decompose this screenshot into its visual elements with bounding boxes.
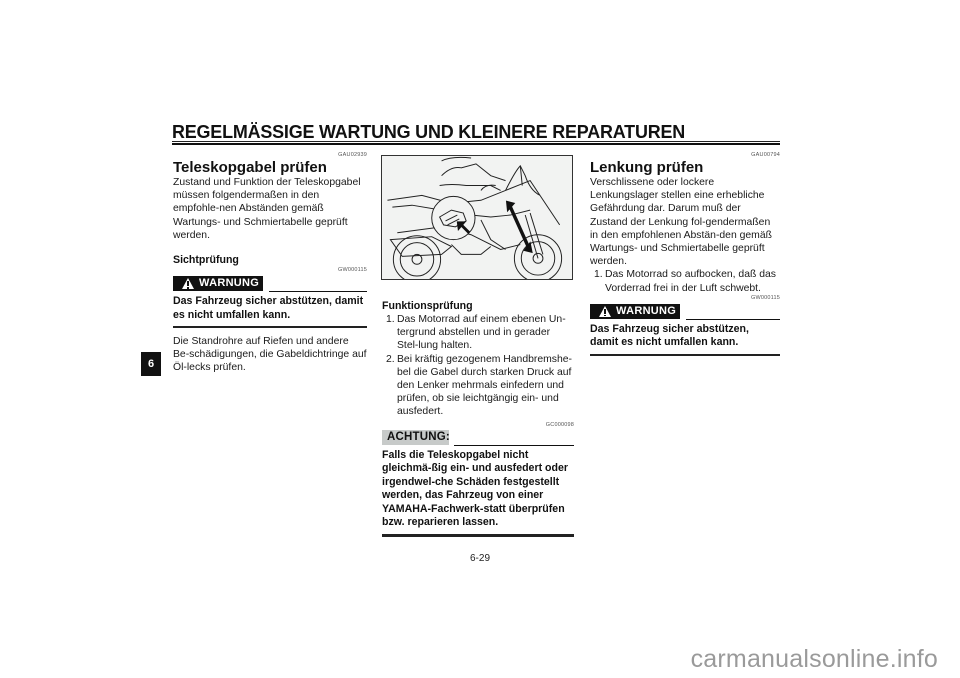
- exclamation-icon: [187, 281, 189, 286]
- list-item: [382, 353, 574, 419]
- title-rule: [172, 141, 780, 145]
- step-list: [590, 268, 780, 294]
- subheading: Sichtprüfung: [173, 254, 239, 267]
- step-number: 1.: [594, 269, 603, 281]
- step-text: Das Motorrad auf einem ebenen Un-tergrund abstellen und in gerader Stel-lung halten.: [397, 314, 566, 352]
- warning-badge: [590, 304, 680, 319]
- subheading: Funktionsprüfung: [382, 300, 473, 312]
- body-text: Die Standrohre auf Riefen und andere Be-schädigungen, die Gabeldichtringe auf Öl-lecks prüfen.: [173, 336, 367, 374]
- list-item: [590, 268, 780, 294]
- chapter-tab: 6: [141, 352, 161, 376]
- warning-code: GW000115: [750, 294, 780, 301]
- step-number: 1.: [386, 314, 395, 325]
- caution-text: Falls die Teleskopgabel nicht gleichmä-ßig ein- und ausfedert oder irgendwel-che Schäden festgestellt werden, das Fahrzeug von einer YAMAHA-Fachwerk-statt überprüfen bzw. reparieren lassen.: [382, 448, 569, 529]
- warning-end-rule: [173, 326, 367, 328]
- section-intro: Verschlissene oder lockere Lenkungslager stellen eine erhebliche Gefährdung dar. Darum muß der Zustand der Lenkung fol-gendermaßen in den empfohlenen Abstän-den gemäß Wartungs- und Schmiertabelle geprüft werden.: [590, 177, 772, 268]
- step-list: [382, 313, 574, 419]
- warning-label: WARNUNG: [199, 277, 260, 290]
- spacer: [173, 242, 367, 254]
- step-number: 2.: [386, 353, 395, 365]
- watermark: carmanualsonline.info: [690, 645, 938, 673]
- warning-header: [173, 276, 367, 292]
- page-number: 6-29: [469, 553, 490, 564]
- caution-rule: [454, 445, 574, 446]
- page-title: REGELMÄSSIGE WARTUNG UND KLEINERE REPARATUREN: [172, 121, 686, 142]
- exclamation-dot: [187, 287, 189, 289]
- section-code: GAU00794: [751, 152, 780, 158]
- step-text: Bei kräftig gezogenem Handbremshe-bel die Gabel durch starken Druck auf den Lenker mehrmals einfedern und prüfen, ob sie leichtgängig ein- und ausfedert.: [397, 353, 573, 418]
- warning-rule: [269, 291, 367, 292]
- caution-header: [382, 430, 574, 446]
- caution-end-rule: [382, 534, 574, 537]
- middle-column: [382, 300, 574, 544]
- warning-end-rule: [590, 354, 780, 356]
- warning-text: Das Fahrzeug sicher abstützen, damit es nicht umfallen kann.: [590, 322, 749, 349]
- motorcycle-illustration: [381, 155, 573, 280]
- warning-badge: [173, 276, 263, 291]
- warning-rule: [686, 319, 780, 320]
- left-column: [173, 152, 367, 375]
- list-item: [382, 313, 574, 353]
- section-heading: Teleskopgabel prüfen: [173, 159, 327, 176]
- step-text: Das Motorrad so aufbocken, daß das Vorderrad frei in der Luft schwebt.: [605, 269, 776, 294]
- section-code: GAU02939: [338, 152, 367, 158]
- warning-label: WARNUNG: [616, 304, 677, 317]
- section-heading: Lenkung prüfen: [590, 159, 704, 176]
- caution-code: GC000098: [545, 421, 574, 428]
- caution-badge: ACHTUNG:: [382, 430, 449, 445]
- motorcycle-drawing-icon: [382, 156, 572, 279]
- warning-text: Das Fahrzeug sicher abstützen, damit es nicht umfallen kann.: [173, 295, 364, 321]
- section-intro: Zustand und Funktion der Teleskopgabel müssen folgendermaßen in den empfohle-nen Abständen gemäß Wartungs- und Schmiertabelle geprüft werden.: [173, 177, 361, 241]
- exclamation-dot: [604, 315, 606, 317]
- warning-header: [590, 304, 780, 320]
- warning-code: GW000115: [337, 267, 367, 274]
- exclamation-icon: [604, 309, 606, 314]
- right-column: [590, 152, 780, 363]
